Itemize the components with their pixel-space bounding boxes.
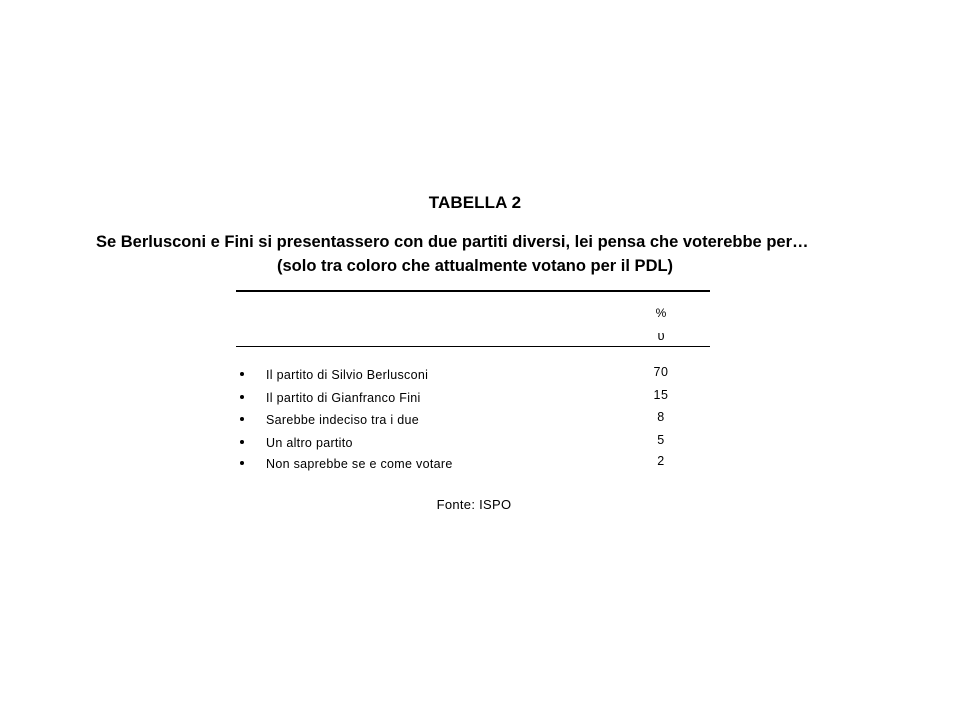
column-header-symbol: υ bbox=[657, 328, 665, 343]
table-row bbox=[236, 410, 710, 433]
row-value: 70 bbox=[653, 365, 669, 379]
row-label: Non saprebbe se e come votare bbox=[266, 457, 453, 471]
column-header-percent: % bbox=[655, 306, 667, 320]
bullet-icon bbox=[240, 461, 244, 465]
row-value: 2 bbox=[657, 454, 665, 468]
bullet-icon bbox=[240, 395, 244, 399]
table-source: Fonte: ISPO bbox=[436, 497, 512, 512]
table-top-rule bbox=[236, 290, 710, 292]
table-subquestion: (solo tra coloro che attualmente votano per il PDL) bbox=[277, 257, 674, 275]
table-header-rule bbox=[236, 346, 710, 347]
table-title: TABELLA 2 bbox=[428, 193, 522, 212]
bullet-icon bbox=[240, 372, 244, 376]
table-row bbox=[236, 388, 710, 411]
row-label: Il partito di Gianfranco Fini bbox=[266, 391, 421, 405]
row-label: Il partito di Silvio Berlusconi bbox=[266, 368, 429, 382]
bullet-icon bbox=[240, 417, 244, 421]
table-row bbox=[236, 433, 710, 456]
row-value: 15 bbox=[653, 388, 669, 402]
row-value: 5 bbox=[657, 433, 665, 447]
row-label: Sarebbe indeciso tra i due bbox=[266, 413, 420, 427]
table-question: Se Berlusconi e Fini si presentassero con due partiti diversi, lei pensa che voterebbe per… bbox=[96, 233, 809, 251]
table-row bbox=[236, 454, 710, 477]
row-value: 8 bbox=[657, 410, 665, 424]
row-label: Un altro partito bbox=[266, 436, 353, 450]
table-row bbox=[236, 365, 710, 388]
bullet-icon bbox=[240, 440, 244, 444]
